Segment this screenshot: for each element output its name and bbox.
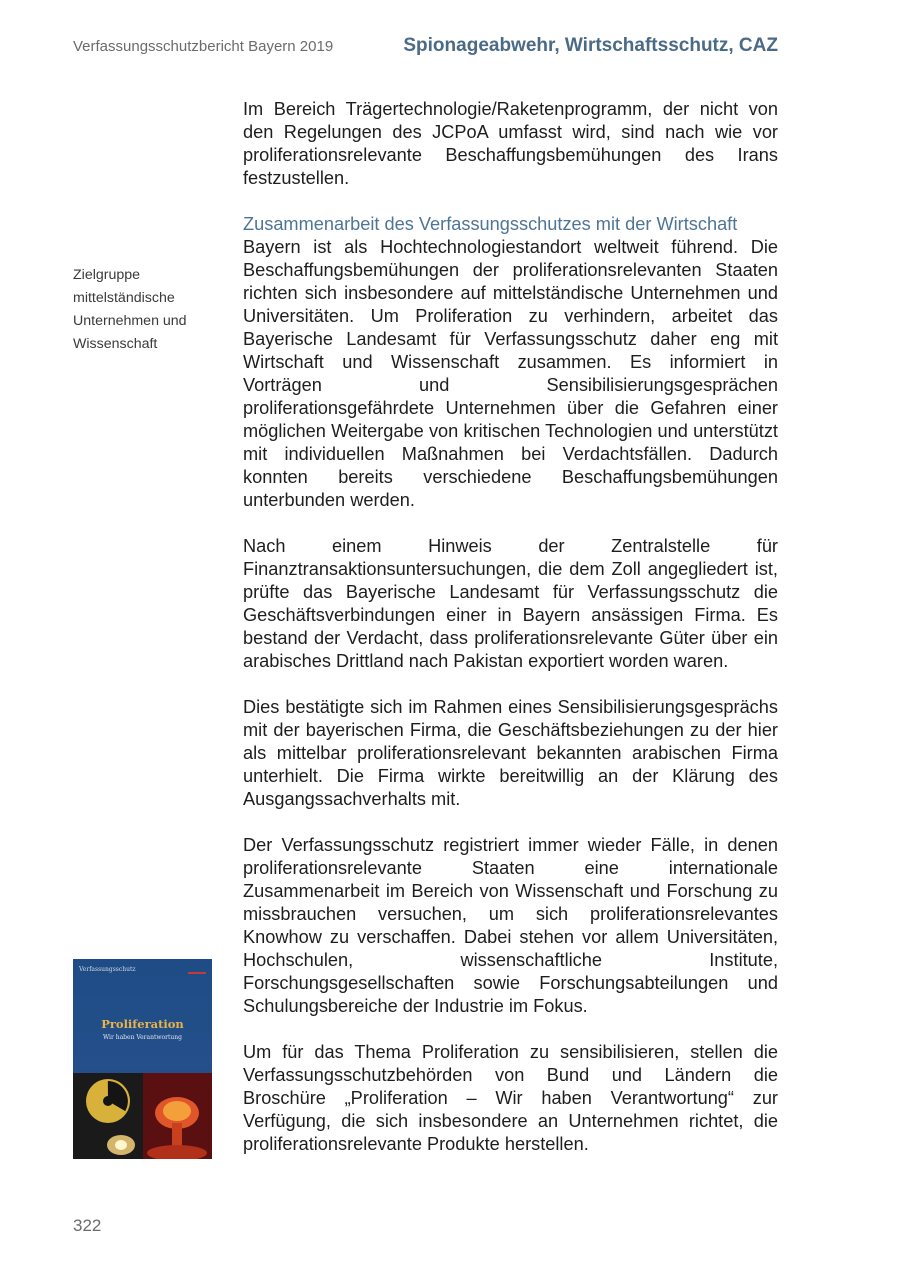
intro-paragraph: Im Bereich Trägertechnologie/Raketenprogramm, der nicht von den Regelungen des JCPoA umfasst wird, sind nach wie vor proliferationsrelevante Beschaffungsbemühungen des Irans festzustellen.: [243, 99, 778, 188]
brochure-publisher: Verfassungsschutz: [79, 966, 136, 973]
brochure-subtitle: Wir haben Verantwortung: [102, 1034, 182, 1041]
brochure-logo-icon: [188, 964, 206, 974]
body-paragraph-5: Um für das Thema Proliferation zu sensibilisieren, stellen die Verfassungsschutzbehörden von Bund und Ländern die Broschüre „Proliferation – Wir haben Verantwortung“ zur Verfügung, die sich insbesondere an Unternehmen richtet, die proliferationsrelevante Produkte herstellen.: [243, 1042, 778, 1154]
margin-note: Zielgruppe mittelständische Unternehmen und Wissenschaft: [73, 267, 187, 352]
running-header-title: Verfassungsschutzbericht Bayern 2019: [73, 38, 334, 55]
brochure-photo-collage: [73, 1073, 212, 1159]
body-paragraph-3: Dies bestätigte sich im Rahmen eines Sensibilisierungsgesprächs mit der bayerischen Firma, die Geschäftsbeziehungen zu der hier als mittelbar proliferationsrelevant bekannten arabischen Firma unterhielt. Die Firma wirkte bereitwillig an der Klärung des Ausgangssachverhalts mit.: [243, 697, 778, 809]
brochure-title: Proliferation: [101, 1017, 184, 1031]
section-heading: Zusammenarbeit des Verfassungsschutzes mit der Wirtschaft: [243, 214, 738, 234]
page-number: 322: [73, 1216, 102, 1235]
brochure-cover-image: [73, 959, 212, 1159]
main-text-column: [243, 98, 778, 1179]
chapter-title: Spionageabwehr, Wirtschaftsschutz, CAZ: [403, 35, 778, 56]
body-paragraph-4: Der Verfassungsschutz registriert immer wieder Fälle, in denen proliferationsrelevante Staaten eine internationale Zusammenarbeit im Bereich von Wissenschaft und Forschung zu missbrauchen versuchen, um sich proliferationsrelevantes Knowhow zu verschaffen. Dabei stehen vor allem Universitäten, Hochschulen, wissenschaftliche Institute, Forschungsgesellschaften sowie Forschungsabteilungen und Schulungsbereiche der Industrie im Fokus.: [243, 835, 778, 1016]
body-paragraph-2: Nach einem Hinweis der Zentralstelle für Finanztransaktionsuntersuchungen, die dem Zoll angegliedert ist, prüfte das Bayerische Landesamt für Verfassungsschutz die Geschäftsverbindungen einer in Bayern ansässigen Firma. Es bestand der Verdacht, dass proliferationsrelevante Güter über ein arabisches Drittland nach Pakistan exportiert worden waren.: [243, 536, 778, 671]
body-paragraph-1: Bayern ist als Hochtechnologiestandort weltweit führend. Die Beschaffungsbemühungen der proliferationsrelevanten Staaten richten sich insbesondere auf mittelständische Unternehmen und Universitäten. Um Proliferation zu verhindern, arbeitet das Bayerische Landesamt für Verfassungsschutz daher eng mit Wirtschaft und Wissenschaft zusammen. Es informiert in Vorträgen und Sensibilisierungsgesprächen proliferationsgefährdete Unternehmen über die Gefahren einer möglichen Weitergabe von kritischen Technologien und unterstützt mit individuellen Maßnahmen bei Verdachtsfällen. Dadurch konnten bereits verschiedene Beschaffungsbemühungen unterbunden werden.: [243, 237, 778, 510]
